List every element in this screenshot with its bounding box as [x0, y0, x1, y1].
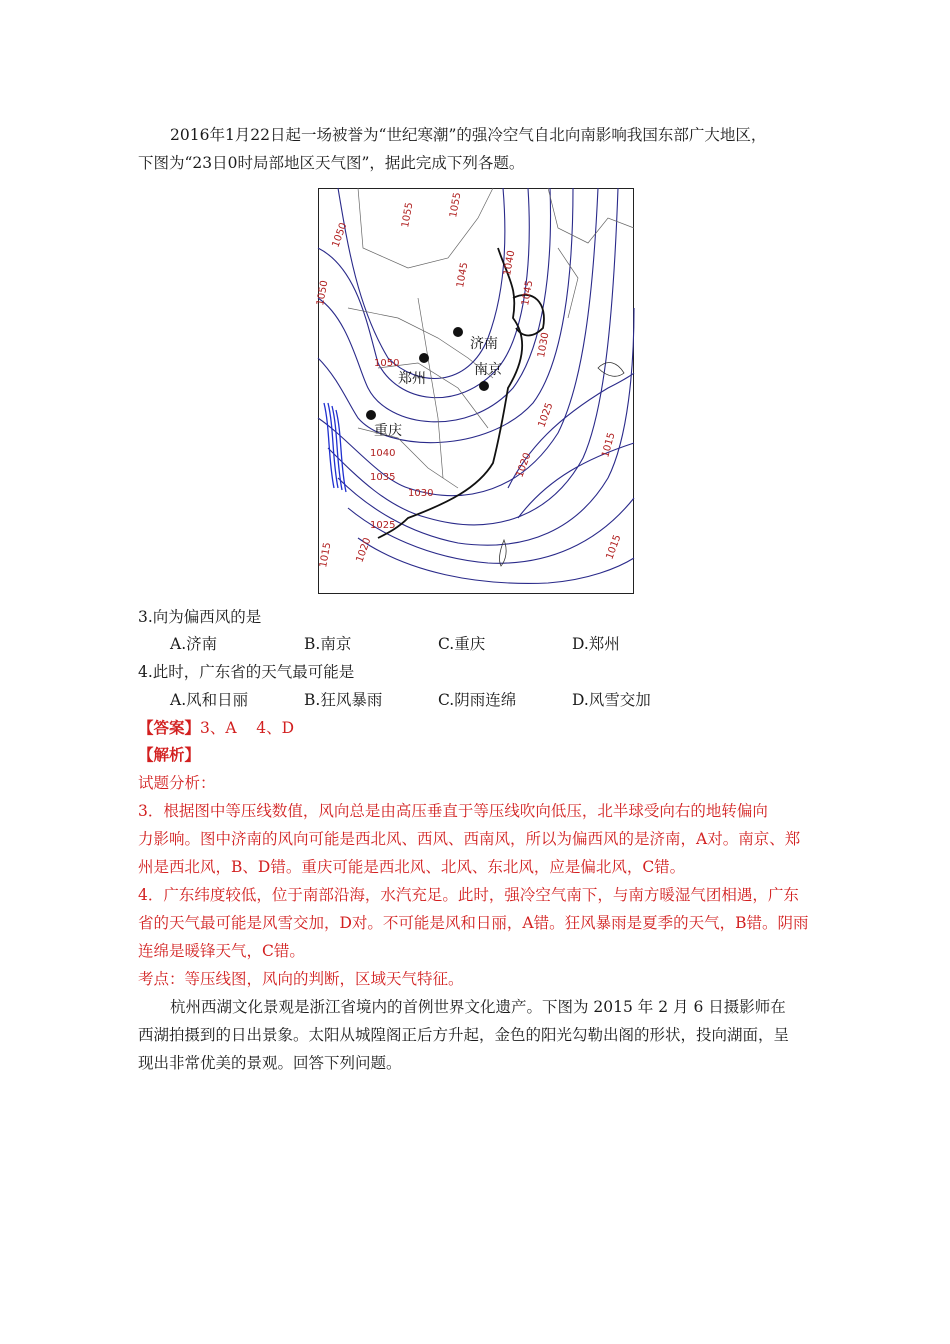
analysis-4-line-3: 连绵是暖锋天气，C错。: [138, 942, 305, 960]
chongqing-label: 重庆: [374, 423, 402, 439]
analysis-label: 【解析】: [138, 745, 201, 764]
svg-text:1055: 1055: [400, 201, 416, 229]
zhengzhou-dot: [419, 353, 429, 363]
analysis-4-line-1: 4．广东纬度较低，位于南部沿海，水汽充足。此时，强冷空气南下，与南方暖湿气团相遇，广东: [138, 886, 799, 904]
answer-label: 【答案】: [138, 718, 201, 737]
answer-line: [138, 718, 294, 738]
q3-option-a: A.济南: [170, 635, 218, 653]
jinan-dot: [453, 327, 463, 337]
svg-text:1040: 1040: [502, 249, 518, 277]
svg-text:1050: 1050: [374, 358, 400, 369]
q4-stem: 4.此时，广东省的天气最可能是: [138, 663, 355, 681]
q3-option-b: B.南京: [304, 635, 352, 653]
svg-text:1055: 1055: [448, 191, 464, 219]
q4-option-a: A.风和日丽: [170, 691, 249, 709]
jinan-label: 济南: [470, 336, 498, 352]
svg-text:1030: 1030: [536, 331, 552, 359]
answer-value: 3、A 4、D: [200, 719, 295, 737]
next-intro-line-1: 杭州西湖文化景观是浙江省境内的首例世界文化遗产。下图为 2015 年 2 月 6 日摄影师在: [170, 998, 786, 1016]
intro-line-1: 2016年1月22日起一场被誉为“世纪寒潮”的强冷空气自北向南影响我国东部广大地区，: [170, 126, 767, 144]
weather-map: [315, 188, 634, 594]
svg-text:1015: 1015: [318, 541, 334, 569]
svg-text:1025: 1025: [536, 401, 556, 430]
nanjing-dot: [479, 381, 489, 391]
analysis-subtitle: 试题分析：: [138, 774, 216, 792]
analysis-3-line-2: 力影响。图中济南的风向可能是西北风、西风、西南风，所以为偏西风的是济南，A对。南京、郑: [138, 830, 801, 848]
next-intro-line-2: 西湖拍摄到的日出景象。太阳从城隍阁正后方升起，金色的阳光勾勒出阁的形状，投向湖面，呈: [138, 1026, 790, 1044]
q4-option-d: D.风雪交加: [572, 691, 651, 709]
q3-option-d: D.郑州: [572, 635, 620, 653]
chongqing-dot: [366, 410, 376, 420]
svg-text:1020: 1020: [354, 536, 374, 565]
svg-text:1035: 1035: [370, 472, 396, 483]
zhengzhou-label: 郑州: [398, 371, 426, 387]
svg-text:1040: 1040: [370, 448, 396, 459]
svg-text:1025: 1025: [370, 520, 396, 531]
svg-text:1045: 1045: [455, 261, 471, 289]
svg-text:1045: 1045: [520, 279, 536, 307]
svg-text:1050: 1050: [315, 279, 331, 307]
svg-text:1030: 1030: [408, 488, 434, 499]
analysis-3-line-3: 州是西北风，B、D错。重庆可能是西北风、北风、东北风，应是偏北风，C错。: [138, 858, 686, 876]
intro-line-2: 下图为“23日0时局部地区天气图”，据此完成下列各题。: [138, 154, 525, 172]
kaodian-line: 考点：等压线图，风向的判断，区域天气特征。: [138, 970, 464, 988]
q4-option-c: C.阴雨连绵: [438, 691, 517, 709]
svg-text:1020: 1020: [514, 451, 534, 480]
q3-option-c: C.重庆: [438, 635, 486, 653]
next-intro-line-3: 现出非常优美的景观。回答下列问题。: [138, 1054, 402, 1072]
nanjing-label: 南京: [474, 362, 502, 378]
q3-stem: 3.向为偏西风的是: [138, 608, 262, 626]
analysis-3-line-1: 3．根据图中等压线数值，风向总是由高压垂直于等压线吹向低压，北半球受向右的地转偏向: [138, 802, 768, 820]
q4-option-b: B.狂风暴雨: [304, 691, 383, 709]
svg-text:1015: 1015: [600, 431, 618, 459]
svg-text:1050: 1050: [330, 221, 350, 250]
svg-text:1015: 1015: [604, 533, 624, 562]
analysis-4-line-2: 省的天气最可能是风雪交加，D对。不可能是风和日丽，A错。狂风暴雨是夏季的天气，B错。阴雨: [138, 914, 809, 932]
